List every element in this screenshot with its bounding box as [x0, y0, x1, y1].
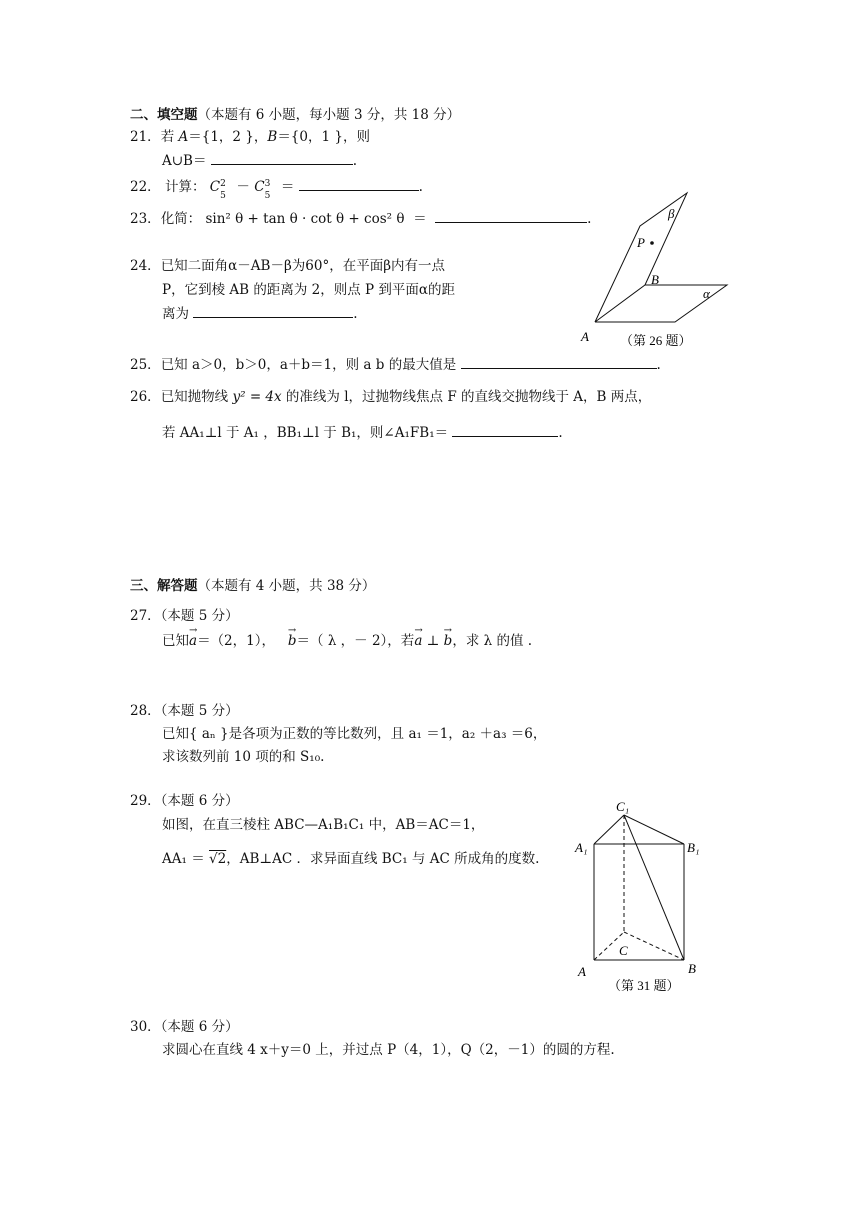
section-3-title: 解答题 — [157, 578, 198, 594]
q23-num: 23． — [130, 211, 161, 227]
q22-c1: C — [209, 179, 221, 195]
q22-eq: ＝ — [280, 179, 295, 195]
q25-end: . — [656, 357, 661, 373]
q22-num: 22． — [130, 179, 161, 195]
q24-line3-text: 离为 — [162, 306, 189, 322]
q27-vector-b2: → b — [444, 632, 453, 650]
q22-c1-sub: 5 — [220, 190, 226, 201]
q21-set-b-value: ＝{0，1 }，则 — [277, 129, 370, 145]
question-28-line2: 求该数列前 10 项的和 S₁₀. — [162, 749, 325, 765]
q24-answer-blank[interactable] — [193, 305, 353, 318]
label-c1: C₁ — [616, 799, 630, 814]
question-27-body — [162, 632, 532, 650]
q29-sqrt: √2 — [209, 851, 227, 867]
label-b: B — [688, 961, 696, 976]
q21-end: . — [352, 153, 358, 169]
question-26 — [130, 388, 651, 406]
q26-line1b: 的准线为 l，过抛物线焦点 F 的直线交抛物线于 A，B 两点， — [285, 389, 652, 405]
q24-end: . — [353, 306, 358, 322]
q21-set-b: B — [267, 129, 278, 145]
q21-set-a-value: ＝{1，2 }， — [188, 129, 268, 145]
q22-c2: C — [254, 179, 265, 195]
q23-answer-blank[interactable] — [435, 210, 587, 223]
section-3-note: （本题有 4 小题，共 38 分） — [197, 578, 376, 594]
question-30-head: 30．（本题 6 分） — [130, 1019, 239, 1035]
question-25 — [130, 356, 661, 374]
q21-set-a: A — [178, 129, 189, 145]
label-alpha: α — [703, 286, 710, 301]
edge-bc1 — [624, 815, 684, 960]
q25-num: 25． — [130, 357, 161, 373]
section-3-num: 三、 — [130, 578, 157, 594]
q22-c2-sub: 5 — [264, 190, 271, 201]
label-c: C — [619, 943, 628, 958]
q21-pre: 若 — [160, 129, 175, 145]
section-3-header — [130, 577, 375, 595]
question-23 — [130, 210, 591, 228]
q22-text: 计算： — [164, 179, 206, 195]
question-24 — [130, 257, 445, 275]
q27-mid1: ＝（2，1）， — [197, 633, 275, 649]
question-24-line3 — [162, 305, 358, 323]
q23-end: . — [587, 211, 592, 227]
q25-text: 已知 a＞0，b＞0，a＋b＝1，则 a b 的最大值是 — [160, 357, 457, 373]
q21-answer-blank[interactable] — [211, 152, 353, 165]
question-29-line1: 如图，在直三棱柱 ABC—A₁B₁C₁ 中，AB＝AC＝1， — [162, 817, 485, 833]
point-p-dot — [650, 241, 654, 245]
q26-answer-blank[interactable] — [452, 424, 558, 437]
question-21 — [130, 128, 370, 146]
edge-cb-hidden — [624, 932, 684, 960]
q22-c2-sup: 3 — [264, 178, 271, 189]
label-b1: B₁ — [687, 840, 700, 855]
label-b: B — [651, 272, 659, 287]
q26-line1a: 已知抛物线 — [160, 389, 229, 405]
label-a: A — [581, 329, 589, 344]
prism-figure — [572, 798, 712, 996]
q27-mid2: ＝（ λ ，－ 2），若 — [296, 633, 415, 649]
q29-line2a: AA₁ ＝ — [162, 851, 205, 867]
question-24-line2: P，它到棱 AB 的距离为 2，则点 P 到平面α的距 — [162, 282, 455, 298]
label-a: A — [578, 964, 586, 979]
q26-equation: y² = 4x — [232, 389, 282, 405]
section-2-header — [130, 106, 460, 124]
q27-vector-b: → b — [288, 632, 297, 650]
q24-num: 24． — [130, 258, 161, 274]
q22-end: . — [418, 179, 423, 195]
fig31-caption: （第 31 题） — [608, 978, 680, 993]
q26-end: . — [558, 425, 563, 441]
q27-perp: ⊥ — [426, 633, 440, 649]
dihedral-angle-figure — [575, 185, 740, 355]
q27-vector-a: → a — [189, 632, 197, 650]
question-28-line1: 已知{ aₙ }是各项为正数的等比数列，且 a₁ ＝1，a₂ ＋a₃ ＝6， — [162, 726, 547, 742]
q23-expression: sin² θ + tan θ · cot θ + cos² θ — [205, 211, 405, 227]
question-27-head: 27．（本题 5 分） — [130, 608, 239, 624]
q29-line2b: ，AB⊥AC ．求异面直线 BC₁ 与 AC 所成角的度数. — [226, 851, 540, 867]
question-28-head: 28．（本题 5 分） — [130, 703, 239, 719]
q22-minus: － — [236, 179, 250, 195]
q24-line1: 已知二面角α－AB－β为60°，在平面β内有一点 — [160, 258, 446, 274]
q23-text: 化简： — [160, 211, 202, 227]
q25-answer-blank[interactable] — [461, 356, 657, 369]
label-beta: β — [668, 206, 675, 221]
label-p: P — [637, 235, 645, 250]
question-29-line2 — [162, 850, 539, 868]
edge-c1b1 — [624, 815, 684, 844]
q21-union: A∪B＝ — [162, 153, 207, 169]
fig26-caption: （第 26 题） — [620, 333, 692, 348]
q22-answer-blank[interactable] — [299, 178, 419, 191]
q27-pre: 已知 — [162, 633, 189, 649]
q27-post: ，求 λ 的值 . — [452, 633, 533, 649]
section-2-title: 填空题 — [157, 107, 198, 123]
edge-a1c1 — [594, 815, 624, 844]
question-21-line2 — [162, 152, 357, 170]
label-a1: A₁ — [575, 840, 588, 855]
question-26-line2 — [162, 424, 563, 442]
section-2-note: （本题有 6 小题，每小题 3 分，共 18 分） — [197, 107, 461, 123]
q23-eq: ＝ — [413, 211, 427, 227]
q26-line2-text: 若 AA₁⊥l 于 A₁ ，BB₁⊥l 于 B₁，则∠A₁FB₁＝ — [162, 425, 449, 441]
q27-vector-a2: → a — [414, 632, 422, 650]
question-29-head: 29．（本题 6 分） — [130, 793, 239, 809]
question-22 — [130, 178, 423, 201]
question-30-line1: 求圆心在直线 4 x＋y＝0 上，并过点 P（4，1），Q（2，－1）的圆的方程. — [162, 1042, 615, 1058]
section-2-num: 二、 — [130, 107, 157, 123]
q22-c1-sup: 2 — [220, 178, 226, 189]
q26-num: 26． — [130, 389, 161, 405]
q21-num: 21． — [130, 129, 161, 145]
